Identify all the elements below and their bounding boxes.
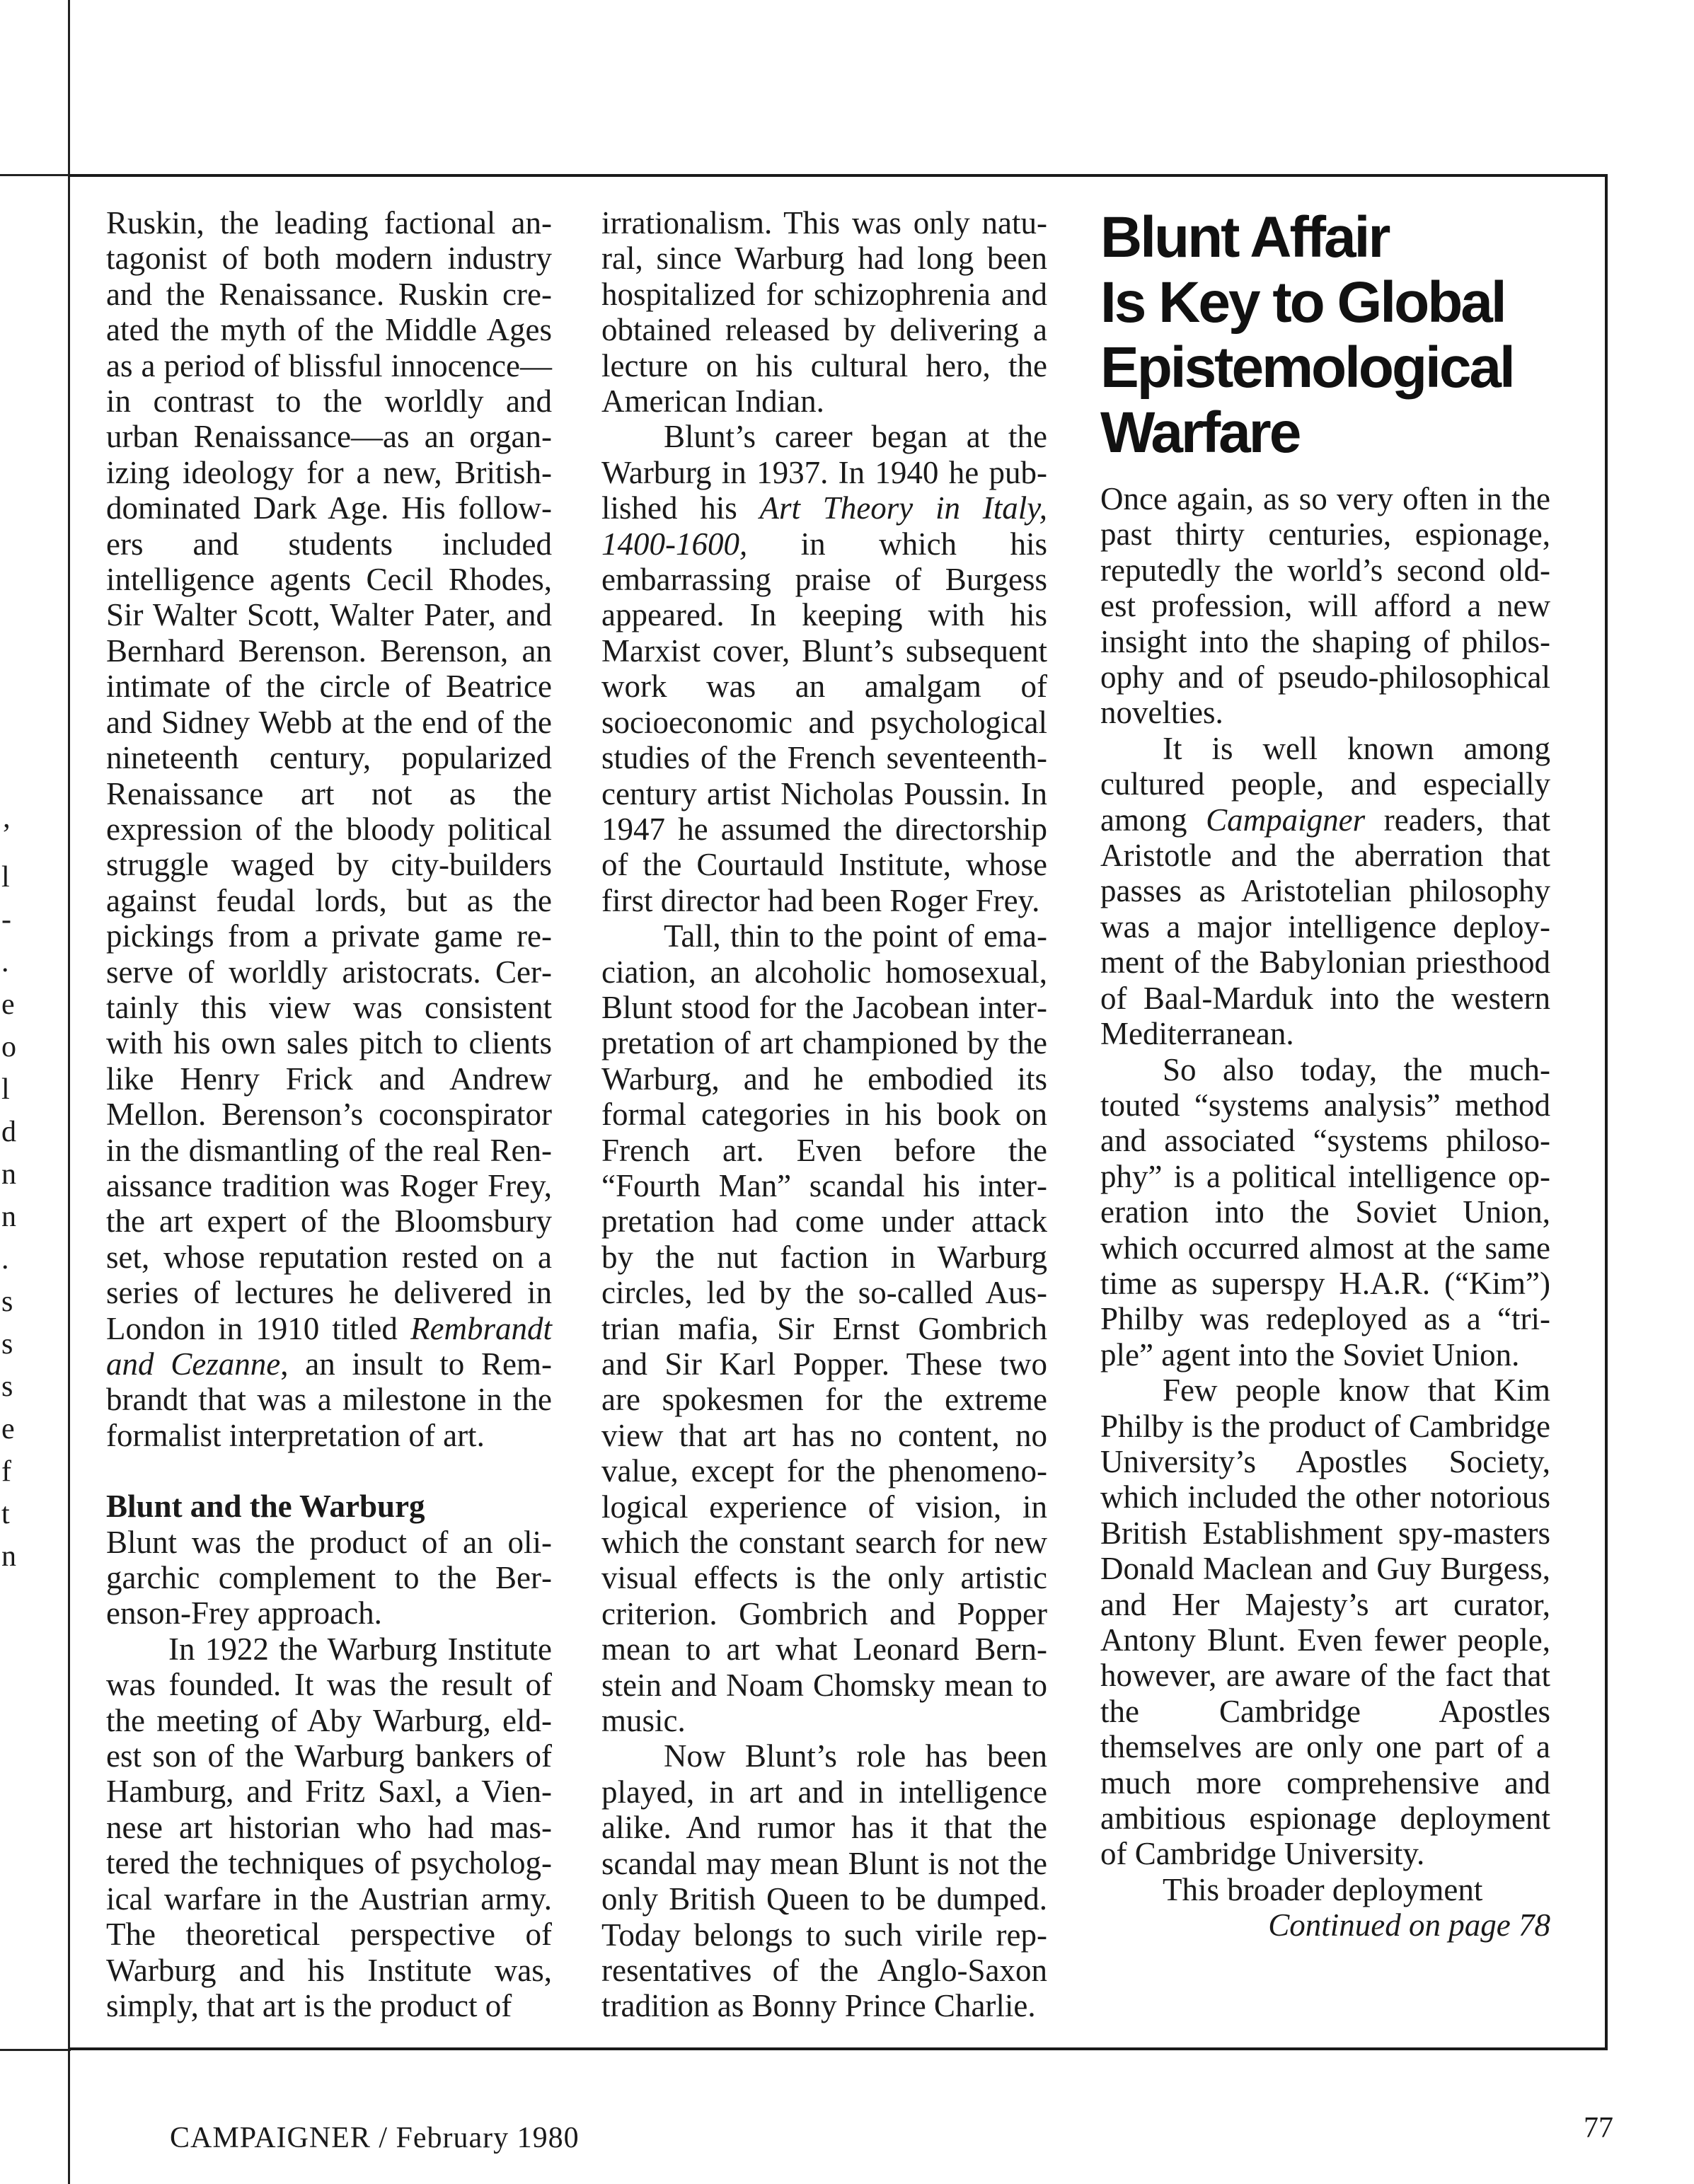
page-number: 77	[1584, 2112, 1613, 2144]
margin-fragment: e	[1, 1413, 15, 1445]
margin-fragment: l	[1, 1073, 10, 1106]
col3-paragraph-5: This broader deployment	[1163, 1871, 1483, 1907]
margin-fragment: .	[1, 946, 9, 978]
col2-paragraph-2: Blunt’s career began at the Warburg in 1937. In 1940 he published his Art Theory in Italy, 1400-1600, in which his embarrassing praise of Burgess appeared. In keeping with his Marxist cover, Blunt’s subsequent work was an amalgam of socioeconomic and psychological studies of the French seventeenth-century artist Nicholas Poussin. In 1947 he assumed the directorship of the Courtauld Institute, whose first director had been Roger Frey.	[601, 419, 1047, 918]
col3-paragraph-1: Once again, as so very often in the past thirty centuries, espionage, reputedly the world’s second oldest profession, will afford a new insight into the shaping of philosophy and of pseudo-philosophical novelties.	[1100, 481, 1550, 731]
col2-paragraph-4: Now Blunt’s role has been played, in art and in intelligence alike. And rumor has it that the scandal may mean Blunt is not the only British Queen to be dumped. Today belongs to such virile representatives of the Anglo-Saxon tradition as Bonny Prince Charlie.	[601, 1738, 1047, 2024]
top-left-rule	[0, 174, 71, 176]
headline-line-4: Warfare	[1100, 400, 1300, 465]
headline-line-2: Is Key to Global	[1100, 270, 1505, 335]
col3-paragraph-3: So also today, the much-touted “systems analysis” method and associated “systems philosophy” is a political intelligence operation into the Soviet Union, which occurred almost at the same time as superspy H.A.R. (“Kim”) Philby was redeployed as a “triple” agent into the Soviet Union.	[1100, 1051, 1550, 1373]
col3-paragraph-2: It is well known among cultured people, and especially among Campaigner readers, that Aristotle and the aberration that passes as Aristotelian philosophy was a major intelligence deployment of the Babylonian priesthood of Baal-Marduk into the western Mediterranean.	[1100, 730, 1550, 1052]
margin-fragment: n	[1, 1158, 16, 1191]
margin-fragment: e	[1, 988, 15, 1021]
subheading-blunt-warburg: Blunt and the Warburg	[106, 1489, 425, 1525]
col1-paragraph-2: Blunt was the product of an oligarchic complement to the Berenson-Frey approach.	[106, 1524, 552, 1631]
article-headline	[1100, 205, 1550, 466]
col3-italic-campaigner: Campaigner	[1206, 802, 1366, 838]
col3-paragraph-4: Few people know that Kim Philby is the product of Cambridge University’s Apostles Society, which included the other notorious British Establishment spy-masters Donald Maclean and Guy Burgess, and Her Majesty’s art curator, Antony Blunt. Even fewer people, however, are aware of the fact that the Cambridge Apostles themselves are only one part of a much more comprehensive and ambitious espionage deployment of Cambridge University.	[1100, 1373, 1550, 1872]
margin-fragment: l	[1, 861, 10, 894]
margin-fragment: ’	[1, 819, 11, 851]
margin-fragment: f	[1, 1455, 11, 1488]
col2-paragraph-3: Tall, thin to the point of emaciation, an alcoholic homosexual, Blunt stood for the Jacobean interpretation of art championed by the Warburg, and he embodied its formal categories in his book on French art. Even before the “Fourth Man” scandal his interpretation had come under attack by the nut faction in Warburg circles, led by the so-called Austrian mafia, Sir Ernst Gombrich and Sir Karl Popper. These two are spokesmen for the extreme view that art has no content, no value, except for the phenomenological experience of vision, in which the constant search for new visual effects is the only artistic criterion. Gombrich and Popper mean to art what Leonard Bernstein and Noam Chomsky mean to music.	[601, 918, 1047, 1739]
bottom-left-rule	[0, 2049, 71, 2051]
col1-paragraph-3: In 1922 the Warburg Institute was founded. It was the result of the meeting of Aby Warburg, eldest son of the Warburg bankers of Hamburg, and Fritz Saxl, a Viennese art historian who had mastered the techniques of psychological warfare in the Austrian army. The theoretical perspective of Warburg and his Institute was, simply, that art is the product of	[106, 1631, 552, 2023]
column-1	[106, 205, 552, 2023]
col2-paragraph-1: irrationalism. This was only natural, since Warburg had long been hospitalized for schizophrenia and obtained released by delivering a lecture on his cultural hero, the American Indian.	[601, 205, 1047, 420]
col1-italic-title: Rembrandt and Cezanne	[106, 1310, 552, 1382]
margin-fragment: -	[1, 903, 11, 936]
margin-fragment: n	[1, 1201, 16, 1233]
headline-line-1: Blunt Affair	[1100, 205, 1389, 270]
continued-on-page: Continued on page 78	[1268, 1907, 1550, 1943]
margin-fragments	[1, 814, 16, 1578]
margin-fragment: s	[1, 1370, 13, 1403]
margin-fragment: o	[1, 1031, 16, 1063]
publication-footer: CAMPAIGNER / February 1980	[170, 2122, 580, 2154]
margin-fragment: s	[1, 1328, 13, 1360]
margin-fragment: n	[1, 1540, 16, 1573]
column-2	[601, 205, 1047, 2024]
col2-italic-title: Art Theory in Italy, 1400-1600,	[601, 490, 1047, 562]
headline-line-3: Epistemological	[1100, 335, 1514, 400]
column-3	[1100, 205, 1550, 1943]
margin-fragment: d	[1, 1116, 16, 1148]
margin-fragment: s	[1, 1285, 13, 1318]
margin-fragment: t	[1, 1498, 10, 1530]
col1-paragraph-1: Ruskin, the leading factional antagonist of both modern industry and the Renaissance. Ruskin created the myth of the Middle Ages as a period of blissful innocence—in contrast to the worldly and urban Renaissance—as an organizing ideology for a new, British-dominated Dark Age. His followers and students included intelligence agents Cecil Rhodes, Sir Walter Scott, Walter Pater, and Bernhard Berenson. Berenson, an intimate of the circle of Beatrice and Sidney Webb at the end of the nineteenth century, popularized Renaissance art not as the expression of the bloody political struggle waged by city-builders against feudal lords, but as the pickings from a private game reserve of worldly aristocrats. Certainly this view was consistent with his own sales pitch to clients like Henry Frick and Andrew Mellon. Berenson’s coconspirator in the dismantling of the real Renaissance tradition was Roger Frey, the art expert of the Bloomsbury set, whose reputation rested on a series of lectures he delivered in London in 1910 titled Rembrandt and Cezanne, an insult to Rembrandt that was a milestone in the formalist interpretation of art.	[106, 205, 552, 1453]
margin-fragment: .	[1, 1243, 9, 1276]
